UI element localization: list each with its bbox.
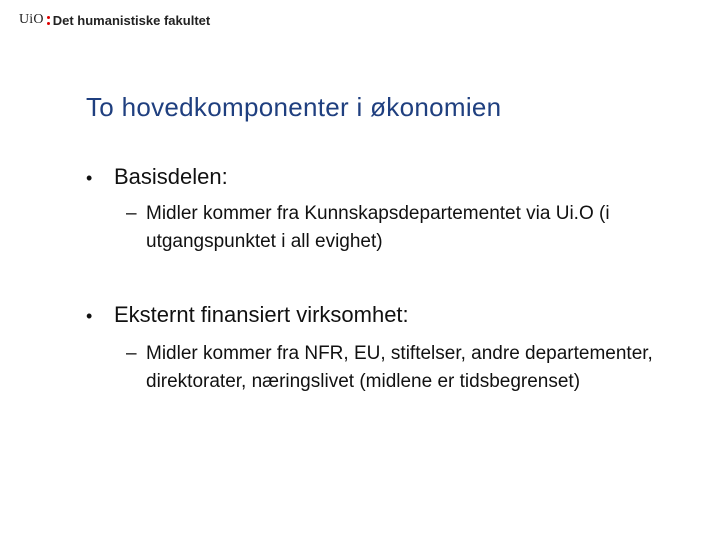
sub-bullet-marker: – — [126, 203, 137, 224]
sub-bullet-marker: – — [126, 343, 137, 364]
sub-bullet-item — [126, 340, 666, 396]
bullet-label: Eksternt finansiert virksomhet: — [114, 302, 409, 327]
uio-logo: UiO — [19, 12, 44, 27]
faculty-name: Det humanistiske fakultet — [52, 12, 211, 28]
page-header — [19, 10, 210, 30]
bullet-item — [86, 164, 228, 190]
sub-bullet-text: Midler kommer fra Kunnskapsdepartementet via Ui.O (i utgangspunktet i all evighet) — [146, 203, 610, 252]
bullet-marker: • — [86, 168, 93, 188]
bullet-item — [86, 302, 409, 328]
sub-bullet-item — [126, 200, 666, 256]
bullet-label: Basisdelen: — [114, 164, 228, 189]
sub-bullet-text: Midler kommer fra NFR, EU, stiftelser, andre departementer, direktorater, næringslivet (midlene er tidsbegrenset) — [146, 343, 653, 392]
bullet-marker: • — [86, 306, 93, 326]
slide-title: To hovedkomponenter i økonomien — [86, 92, 502, 122]
logo-dots-icon — [47, 16, 50, 25]
